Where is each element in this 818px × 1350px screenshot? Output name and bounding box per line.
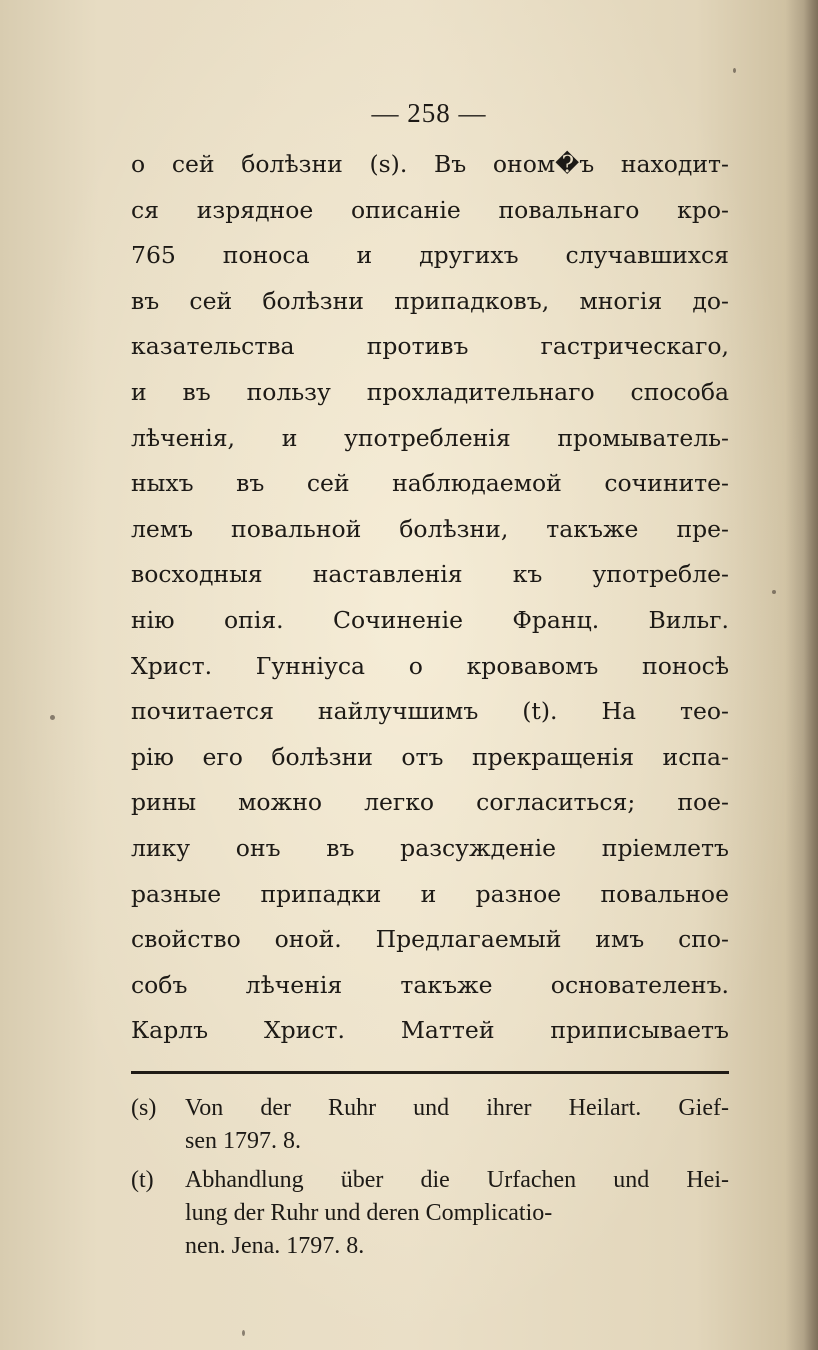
text-line: въ сей болѣзни припадковъ, многiя до- (131, 286, 729, 315)
text-line: восходныя наставленiя къ употребле- (131, 560, 729, 589)
text-line: собъ лѣченiя такъже основателенъ. (131, 970, 729, 999)
text-line: лику онъ въ разсужденiе прiемлетъ (131, 833, 729, 862)
text-line: рины можно легко согласиться; пое- (131, 788, 729, 817)
page-edge-shadow (804, 0, 818, 1350)
footnote-t-text-1: Abhandlung über die Urfachen und Hei- (185, 1167, 729, 1193)
body-text (131, 142, 729, 1054)
text-line: ныхъ въ сей наблюдаемой сочините- (131, 469, 729, 498)
text-line: свойство оной. Предлагаемый имъ спо- (131, 925, 729, 954)
text-line: лемъ повальной болѣзни, такъже пре- (131, 514, 729, 543)
paper-speck (772, 590, 776, 594)
text-line: 765 поноса и другихъ случавшихся (131, 241, 729, 270)
text-line: разные припадки и разное повальное (131, 879, 729, 908)
text-line: рiю его болѣзни отъ прекращенiя испа- (131, 742, 729, 771)
footnotes (131, 1092, 729, 1269)
footnote-s (131, 1092, 729, 1158)
footnote-t-line-1 (131, 1164, 729, 1197)
text-line: лѣченiя, и употребленiя промыватель- (131, 423, 729, 452)
footnote-t-mark: (t) (131, 1167, 154, 1193)
footnote-divider (131, 1071, 729, 1074)
text-line: Христ. Гуннiуса о кровавомъ поносѣ (131, 651, 729, 680)
paper-speck (50, 715, 55, 720)
footnote-t (131, 1164, 729, 1263)
text-line: почитается найлучшимъ (t). На тео- (131, 697, 729, 726)
page-number: — 258 — (371, 98, 487, 128)
footnote-s-text-2: sen 1797. 8. (185, 1128, 301, 1154)
text-line: казательства противъ гастрическаго, (131, 332, 729, 361)
paper-speck (733, 68, 736, 73)
text-line: Карлъ Христ. Маттей приписываетъ (131, 1016, 729, 1045)
text-line: ся изрядное описанiе повальнаго кро- (131, 195, 729, 224)
text-line: нiю опiя. Сочиненiе Франц. Вильг. (131, 605, 729, 634)
footnote-t-text-3: nen. Jena. 1797. 8. (185, 1233, 365, 1259)
paper-speck (242, 1330, 245, 1336)
text-line: и въ пользу прохладительнаго способа (131, 377, 729, 406)
footnote-s-mark: (s) (131, 1095, 157, 1121)
footnote-t-text-2: lung der Ruhr und deren Complicatio- (185, 1200, 553, 1226)
footnote-s-text-1: Von der Ruhr und ihrer Heilart. Gief- (185, 1095, 729, 1121)
text-line: о сей болѣзни (s). Въ оном�ъ находит- (131, 150, 729, 178)
footnote-s-line-1 (131, 1092, 729, 1125)
